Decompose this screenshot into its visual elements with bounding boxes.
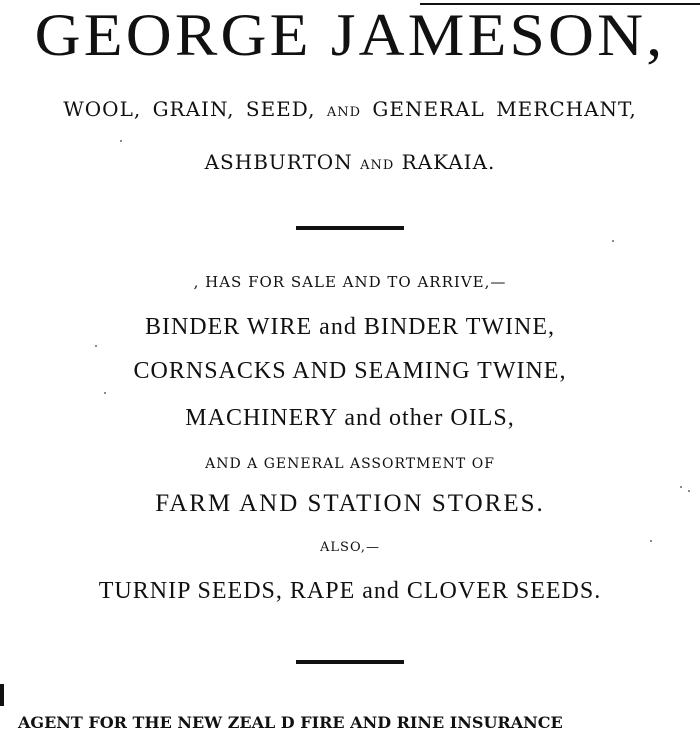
farm-station-stores: FARM AND STATION STORES. bbox=[155, 490, 545, 517]
print-speck bbox=[120, 140, 122, 142]
sale-heading: , HAS FOR SALE AND TO ARRIVE,— bbox=[193, 273, 507, 291]
divider-rule-top bbox=[296, 226, 404, 230]
divider-rule-bottom bbox=[296, 660, 404, 664]
agent-line: AGENT FOR THE NEW ZEAL D FIRE AND RINE INSURANCE bbox=[18, 713, 563, 732]
print-speck bbox=[688, 490, 690, 492]
item-cornsacks: CORNSACKS AND SEAMING TWINE, bbox=[133, 358, 567, 384]
also-line: ALSO,— bbox=[320, 540, 380, 555]
print-speck bbox=[612, 240, 614, 242]
print-speck bbox=[95, 345, 97, 347]
print-speck bbox=[650, 540, 652, 542]
print-speck bbox=[104, 392, 106, 394]
print-speck bbox=[680, 486, 682, 488]
place-ashburton: ASHBURTON bbox=[204, 150, 353, 174]
business-locations bbox=[0, 149, 700, 179]
places-and: AND bbox=[360, 158, 395, 173]
seeds-line: TURNIP SEEDS, RAPE and CLOVER SEEDS. bbox=[98, 578, 602, 604]
trade-part-2: GENERAL MERCHANT, bbox=[372, 97, 637, 121]
merchant-name: GEORGE JAMESON, bbox=[34, 2, 666, 68]
trade-and: AND bbox=[326, 105, 362, 120]
assortment-line: AND A GENERAL ASSORTMENT OF bbox=[205, 456, 495, 472]
trade-description bbox=[0, 96, 700, 126]
item-machinery-oils: MACHINERY and other OILS, bbox=[185, 405, 515, 431]
place-rakaia: RAKAIA. bbox=[401, 150, 496, 174]
trade-part-1: WOOL, GRAIN, SEED, bbox=[63, 97, 316, 121]
left-edge-mark bbox=[0, 684, 4, 706]
item-binder-wire: BINDER WIRE and BINDER TWINE, bbox=[144, 314, 556, 340]
